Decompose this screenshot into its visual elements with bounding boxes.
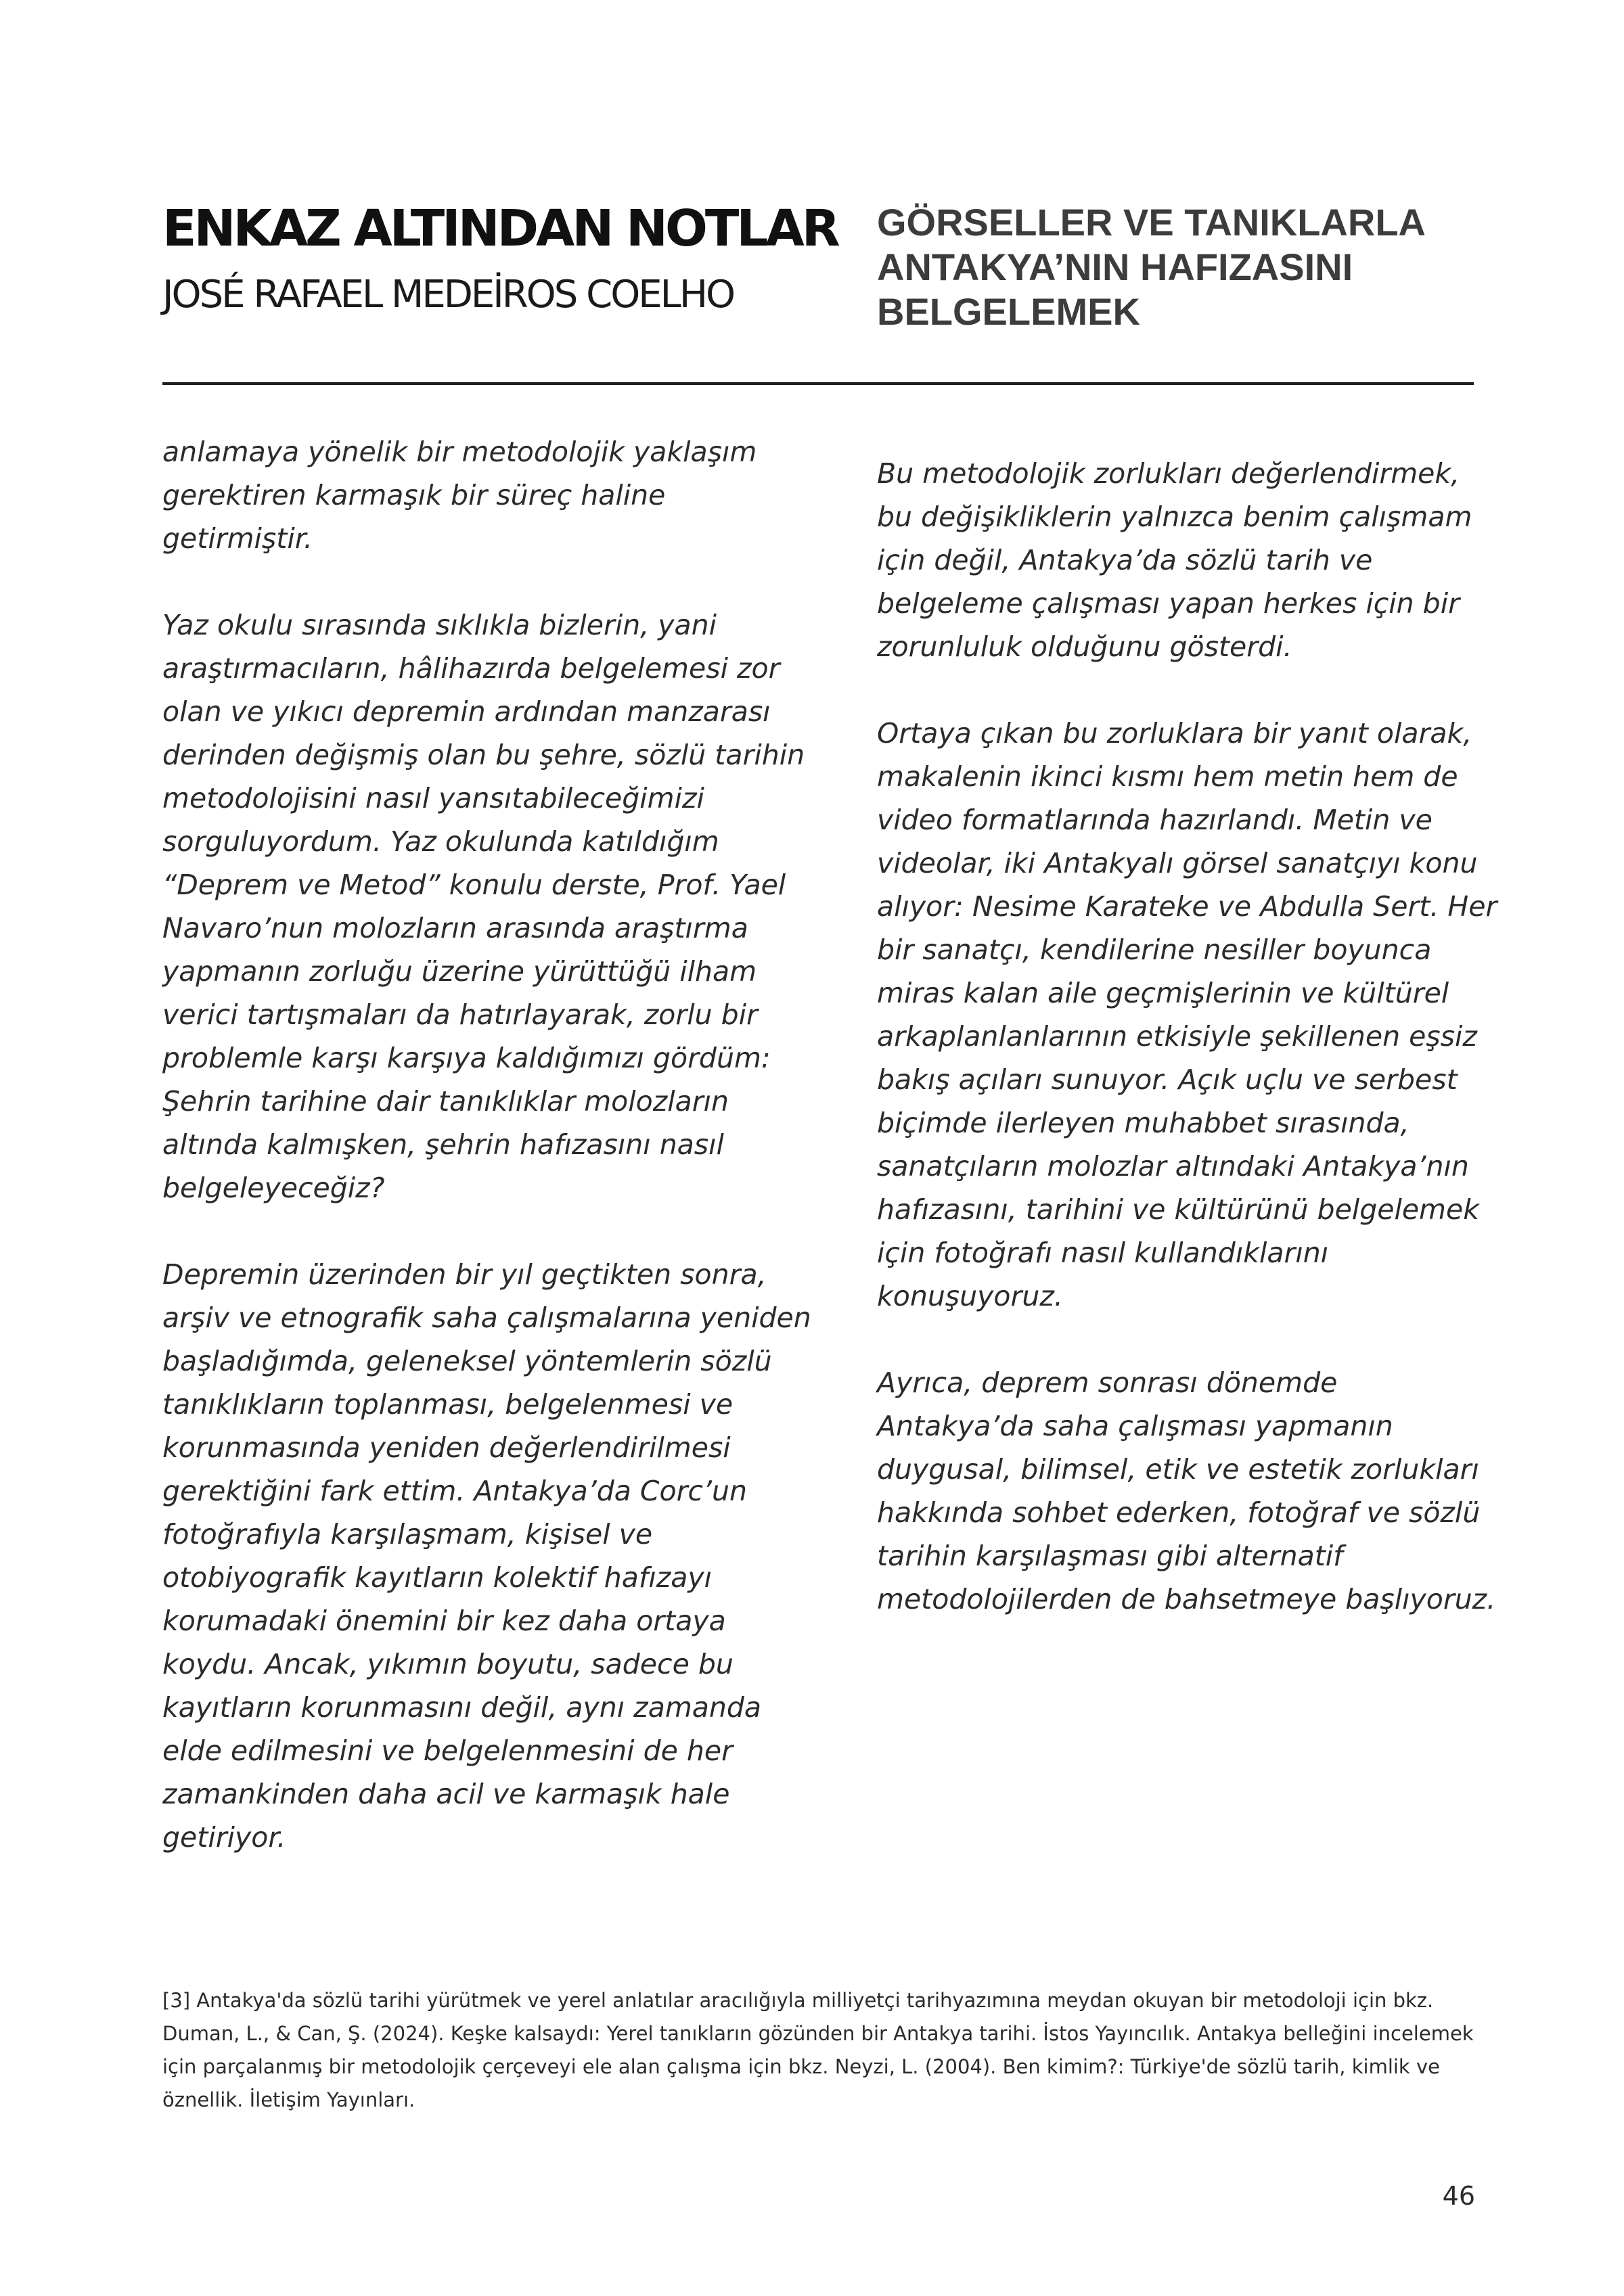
page-number: 46 [1442,2181,1475,2211]
paragraph: Depremin üzerinden bir yıl geçtikten sonra, arşiv ve etnografik saha çalışmalarına yeniden başladığımda, geleneksel yöntemlerin sözlü tanıklıkların toplanması, belgelenmesi ve korunmasında yeniden değerlendirilmesi gerektiğini fark ettim. Antakya’da Corc’un fotoğrafıyla karşılaşmam, kişisel ve otobiyografik kayıtların kolektif hafızayı korumadaki önemini bir kez daha ortaya koydu. Ancak, yıkımın boyutu, sadece bu kayıtların korunmasını değil, aynı zamanda elde edilmesini ve belgelenmesini de her zamankinden daha acil ve karmaşık hale getiriyor. [162,1258,811,1854]
paragraph: Ortaya çıkan bu zorluklara bir yanıt olarak, makalenin ikinci kısmı hem metin hem de video formatlarında hazırlandı. Metin ve videolar, iki Antakyalı görsel sanatçıyı konu alıyor: Nesime Karateke ve Abdulla Sert. Her bir sanatçı, kendilerine nesiller boyunca miras kalan aile geçmişlerinin ve kültürel arkaplanlanlarının etkisiyle şekillenen eşsiz bakış açıları sunuyor. Açık uçlu ve serbest biçimde ilerleyen muhabbet sırasında, sanatçıların molozlar altındaki Antakya’nın hafızasını, tarihini ve kültürünü belgelemek için fotoğrafı nasıl kullandıklarını konuşuyoruz. [877,717,1497,1312]
header-divider [162,382,1474,385]
paragraph: Bu metodolojik zorlukları değerlendirmek, bu değişikliklerin yalnızca benim çalışmam için değil, Antakya’da sözlü tarih ve belgeleme çalışması yapan herkes için bir zorunluluk olduğunu gösterdi. [877,457,1472,663]
subtitle-line: BELGELEMEK [877,290,1140,333]
author-name: JOSÉ RAFAEL MEDEİROS COELHO [162,273,734,317]
right-column [877,452,1499,1664]
subtitle-line: ANTAKYA’NIN HAFIZASINI [877,246,1353,288]
subtitle-line: GÖRSELLER VE TANIKLARLA [877,201,1426,244]
paragraph: Ayrıca, deprem sonrası dönemde Antakya’da saha çalışması yapmanın duygusal, bilimsel, etik ve estetik zorlukları hakkında sohbet ederken, fotoğraf ve sözlü tarihin karşılaşması gibi alternatif metodolojilerden de bahsetmeye başlıyoruz. [877,1367,1496,1615]
header-right [877,200,1459,334]
header-left [162,198,839,321]
footnote: [3] Antakya'da sözlü tarihi yürütmek ve yerel anlatılar aracılığıyla milliyetçi tarihyazımına meydan okuyan bir metodoloji için bkz. Duman, L., & Can, Ş. (2024). Keşke kalsaydı: Yerel tanıkların gözünden bir Antakya tarihi. İstos Yayıncılık. Antakya belleğini incelemek için parçalanmış bir metodolojik çerçeveyi ele alan çalışma için bkz. Neyzi, L. (2004). Ben kimim?: Türkiye'de sözlü tarih, kimlik ve öznellik. İletişim Yayınları. [162,1989,1474,2111]
left-column [162,430,812,1902]
article-subtitle [877,200,1459,334]
paragraph: Yaz okulu sırasında sıklıkla bizlerin, yani araştırmacıların, hâlihazırda belgelemesi zor olan ve yıkıcı depremin ardından manzarası derinden değişmiş olan bu şehre, sözlü tarihin metodolojisini nasıl yansıtabileceğimizi sorguluyordum. Yaz okulunda katıldığım “Deprem ve Metod” konulu derste, Prof. Yael Navaro’nun molozların arasında araştırma yapmanın zorluğu üzerine yürüttüğü ilham verici tartışmaları da hatırlayarak, zorlu bir problemle karşı karşıya kaldığımızı gördüm: Şehrin tarihine dair tanıklıklar molozların altında kalmışken, şehrin hafızasını nasıl belgeleyeceğiz? [162,609,805,1204]
page-title: ENKAZ ALTINDAN NOTLAR [162,200,838,258]
paragraph: anlamaya yönelik bir metodolojik yaklaşım gerektiren karmaşık bir süreç haline getirmiştir. [162,436,757,555]
